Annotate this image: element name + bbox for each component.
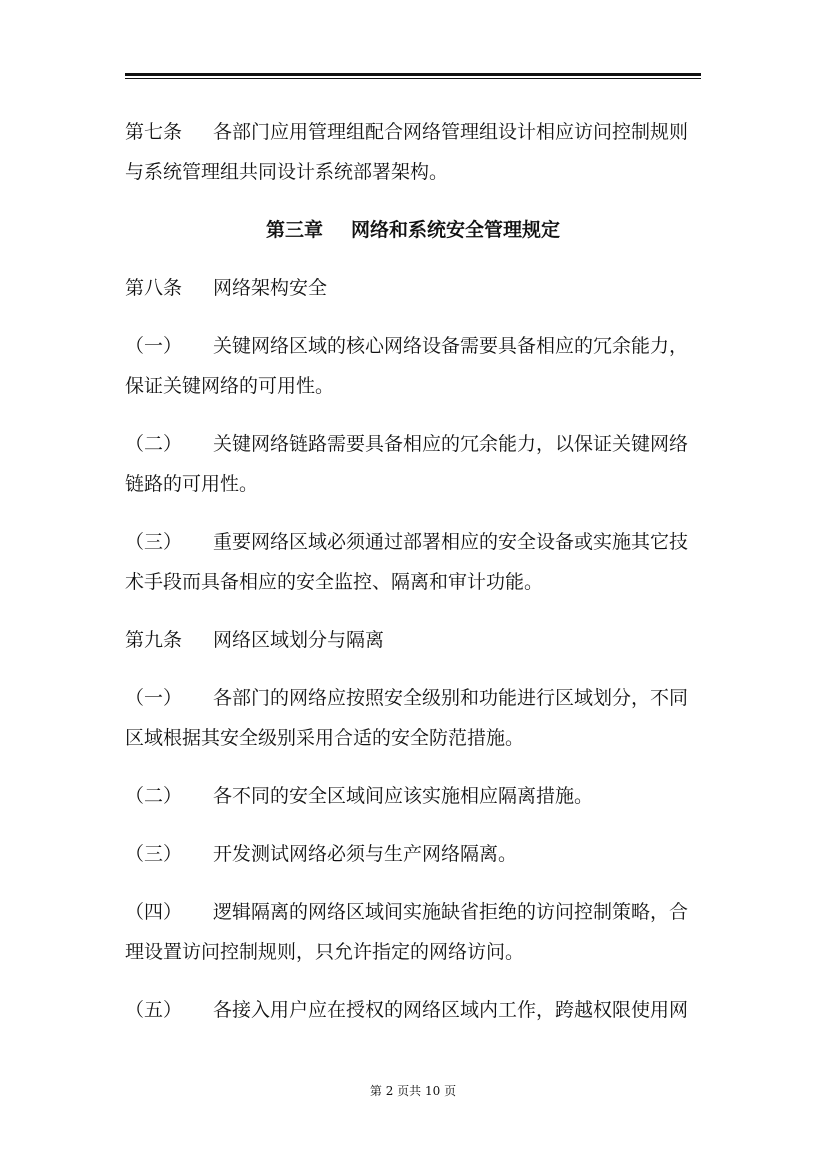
item-label: （一） [125, 687, 183, 709]
article-8-item-1 [125, 326, 701, 406]
item-label: （三） [125, 843, 183, 865]
article-9-heading [125, 620, 701, 660]
article-9-item-5 [125, 990, 701, 1030]
item-text: 各部门的网络应按照安全级别和功能进行区域划分，不同区域根据其安全级别采用合适的安全防范措施。 [125, 687, 689, 749]
item-text: 各不同的安全区域间应该实施相应隔离措施。 [213, 785, 594, 807]
item-label: （五） [125, 999, 183, 1021]
article-9-item-4 [125, 892, 701, 972]
page-footer [0, 1082, 826, 1099]
header-rule-thin [125, 78, 701, 79]
item-label: （二） [125, 785, 183, 807]
article-9-item-3 [125, 834, 701, 874]
article-9-item-1 [125, 678, 701, 758]
article-8-heading [125, 268, 701, 308]
item-label: （一） [125, 335, 183, 357]
item-label: （四） [125, 901, 183, 923]
chapter-3-number: 第三章 [265, 219, 323, 241]
article-9-item-2 [125, 776, 701, 816]
chapter-3-title: 网络和系统安全管理规定 [351, 219, 561, 241]
article-8-item-2 [125, 424, 701, 504]
article-9-title: 网络区域划分与隔离 [213, 629, 385, 651]
item-label: （二） [125, 433, 183, 455]
chapter-3-heading [125, 210, 701, 250]
article-9-label: 第九条 [125, 629, 183, 651]
article-7-label: 第七条 [125, 121, 183, 143]
item-text: 各接入用户应在授权的网络区域内工作，跨越权限使用网 [213, 999, 689, 1021]
item-text: 开发测试网络必须与生产网络隔离。 [213, 843, 518, 865]
header-double-rule [125, 73, 701, 80]
article-7-text: 各部门应用管理组配合网络管理组设计相应访问控制规则与系统管理组共同设计系统部署架构。 [125, 121, 689, 183]
header-rule-thick [125, 73, 701, 76]
article-8-item-3 [125, 522, 701, 602]
document-body [125, 112, 701, 1048]
item-text: 逻辑隔离的网络区域间实施缺省拒绝的访问控制策略，合理设置访问控制规则，只允许指定的网络访问。 [125, 901, 689, 963]
item-text: 关键网络链路需要具备相应的冗余能力，以保证关键网络链路的可用性。 [125, 433, 689, 495]
item-text: 重要网络区域必须通过部署相应的安全设备或实施其它技术手段而具备相应的安全监控、隔离和审计功能。 [125, 531, 689, 593]
page-number-text: 第 2 页共 10 页 [369, 1084, 457, 1098]
article-8-title: 网络架构安全 [213, 277, 328, 299]
article-8-label: 第八条 [125, 277, 183, 299]
item-text: 关键网络区域的核心网络设备需要具备相应的冗余能力，保证关键网络的可用性。 [125, 335, 689, 397]
item-label: （三） [125, 531, 183, 553]
article-7 [125, 112, 701, 192]
